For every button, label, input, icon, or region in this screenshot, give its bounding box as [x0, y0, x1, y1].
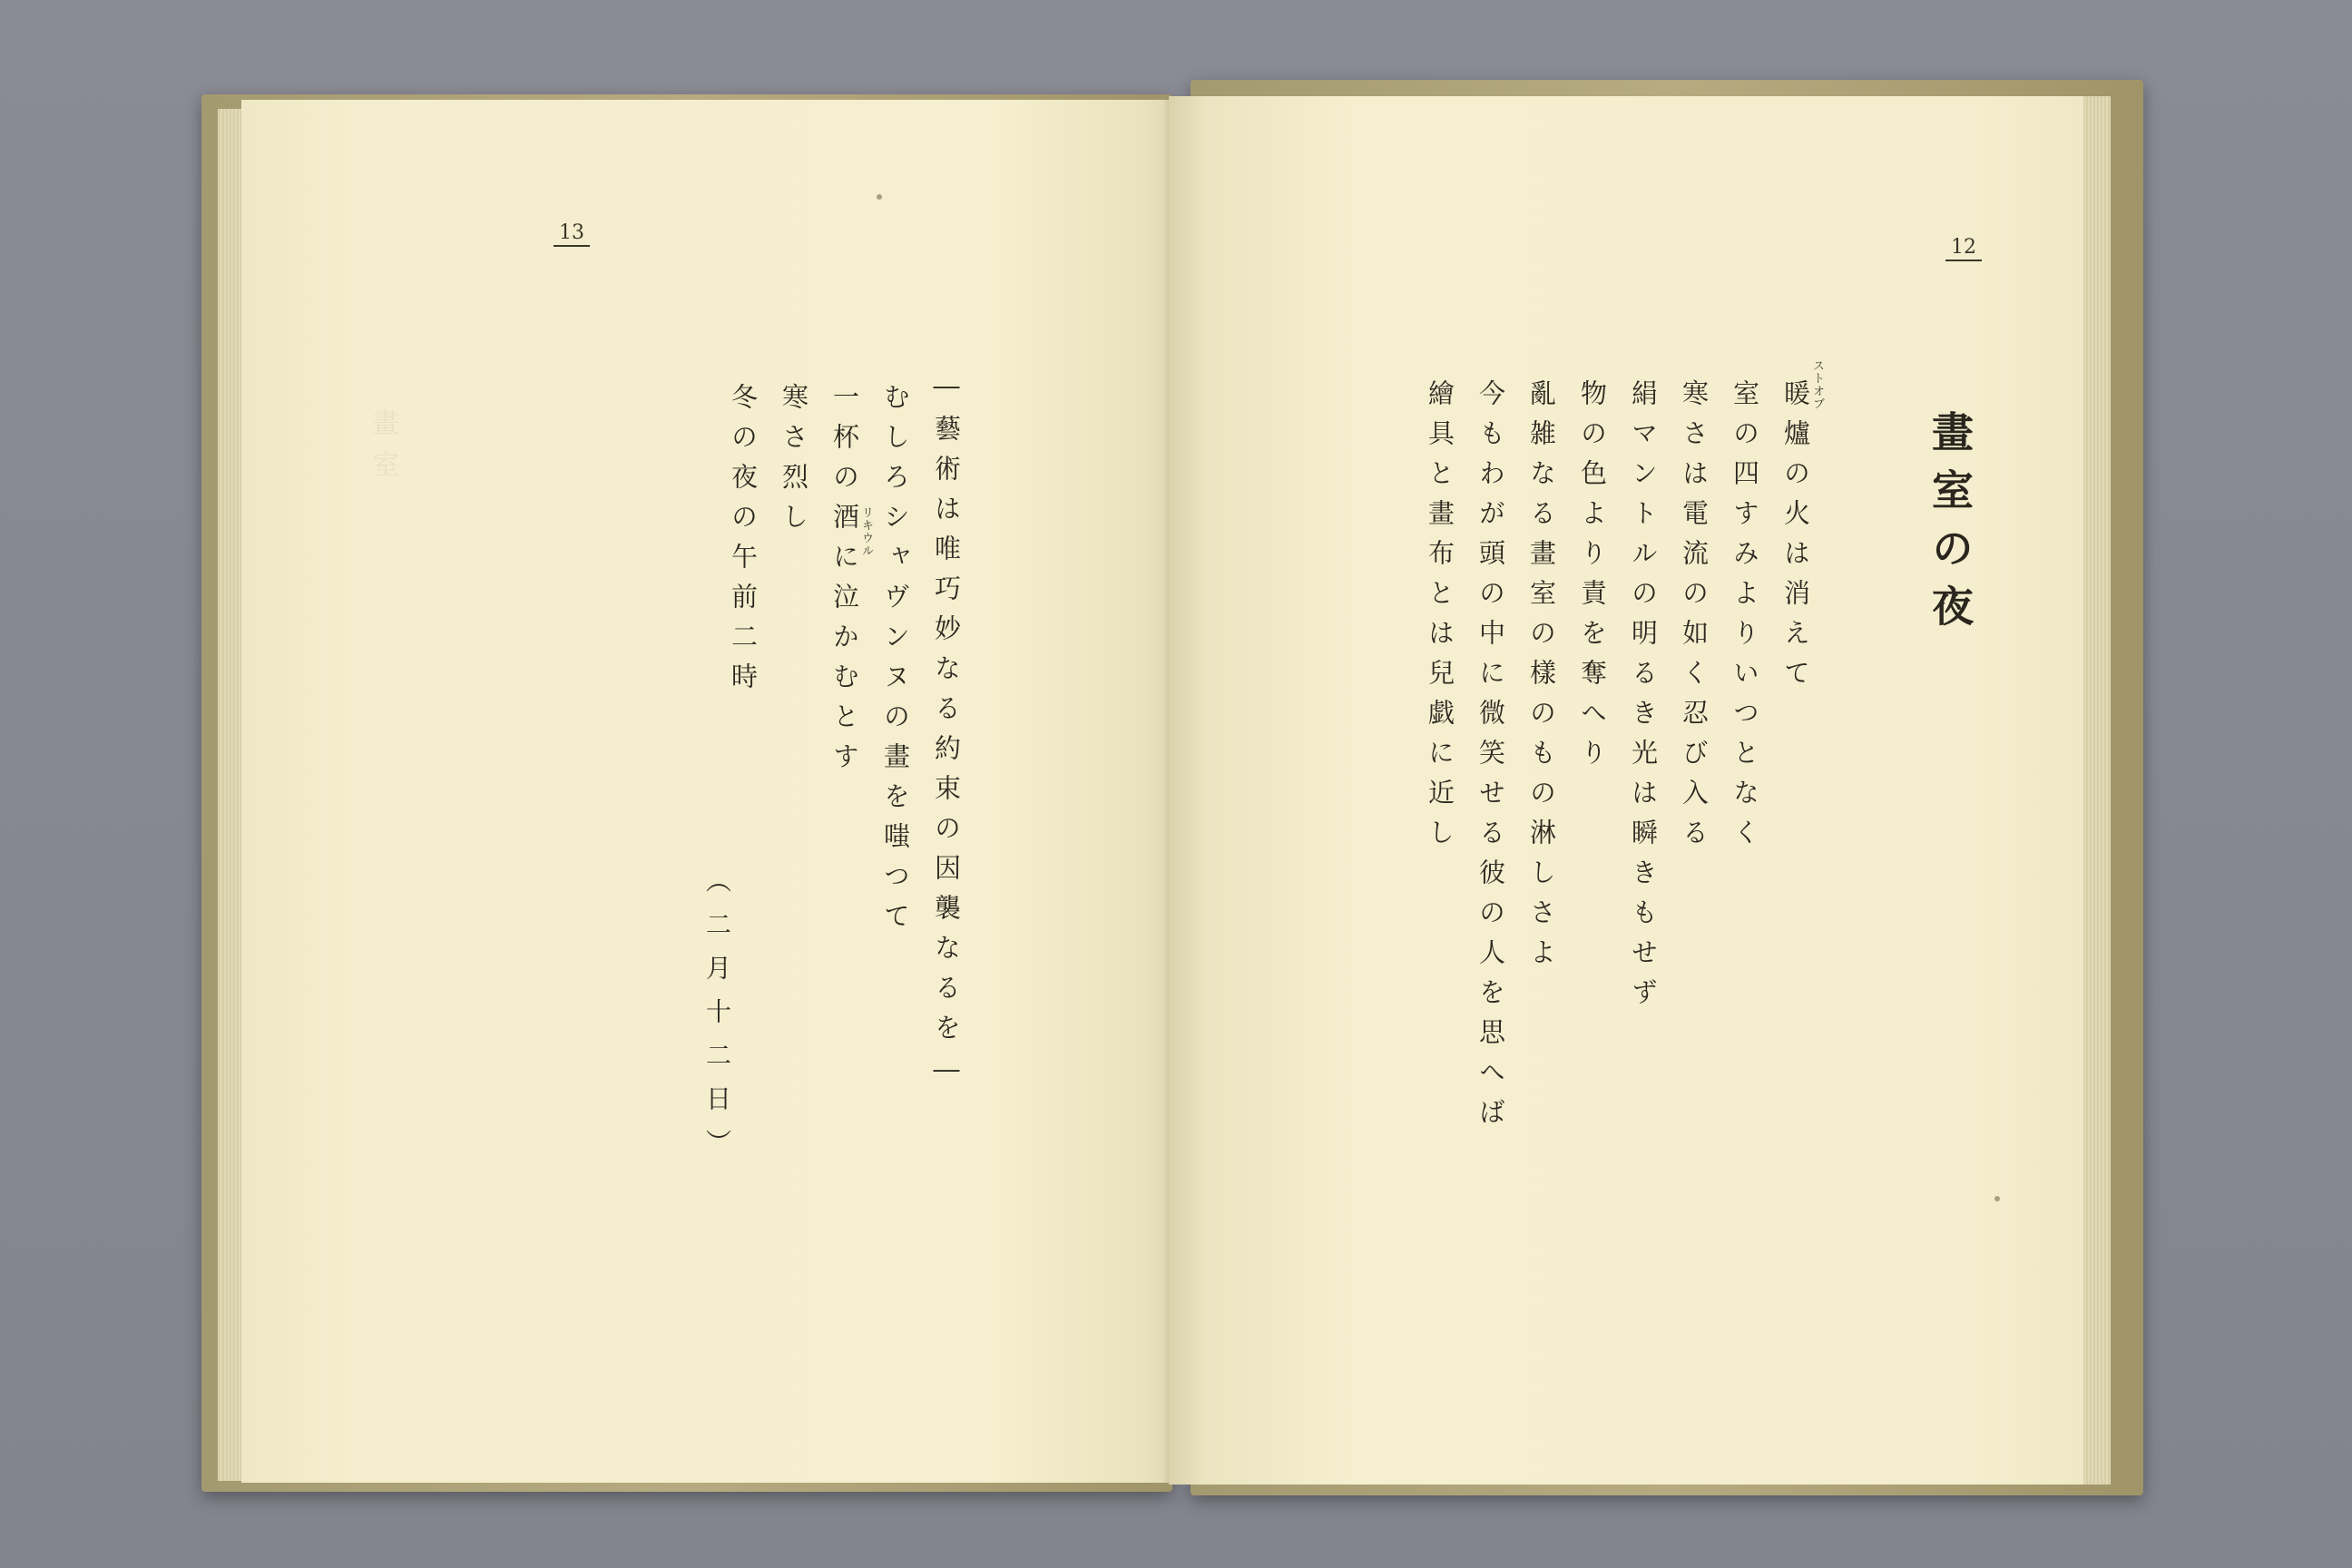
ruby-liqueur: リキウル	[859, 506, 873, 557]
poem-line-left-3: 一杯の酒に泣かむとす	[829, 383, 860, 782]
open-book	[201, 80, 2143, 1499]
page-number-left: 13	[554, 223, 590, 247]
paper-speck-right	[1994, 1196, 2000, 1201]
poem-line-right-6: 亂雑なる畫室の樣のもの淋しさよ	[1526, 379, 1557, 978]
poem-line-right-7: 今もわが頭の中に微笑せる彼の人を思へば	[1475, 379, 1506, 1138]
poem-line-right-3: 寒さは電流の如く忍び入る	[1679, 379, 1710, 858]
right-page	[1169, 96, 2083, 1485]
poem-line-right-5: 物の色より責を奪へり	[1577, 379, 1608, 779]
poem-line-left-4: 寒さ烈し	[779, 383, 809, 543]
page-number-right: 12	[1945, 238, 1982, 261]
poem-title: 畫室の夜	[1926, 410, 1975, 642]
ruby-stove: ストオブ	[1810, 359, 1824, 410]
poem-line-right-4: 絹マントルの明るき光は瞬きもせず	[1628, 379, 1659, 1018]
poem-line-left-5: 冬の夜の午前二時	[728, 383, 759, 702]
poem-line-left-1: ―藝術は唯巧妙なる約束の因襲なるを―	[931, 370, 962, 1098]
poem-date: （二月十二日）	[702, 867, 732, 1172]
poem-line-right-1: 暖爐の火は消えて	[1780, 379, 1811, 699]
poem-line-right-2: 室の四すみよりいつとなく	[1730, 379, 1760, 858]
show-through-text: 畫室	[367, 408, 398, 492]
poem-line-left-2: むしろシャヴンヌの畫を嗤つて	[880, 383, 911, 942]
left-page	[241, 100, 1185, 1483]
poem-line-right-8: 繪具と畫布とは兒戯に近し	[1425, 379, 1455, 858]
paper-speck	[877, 194, 882, 200]
